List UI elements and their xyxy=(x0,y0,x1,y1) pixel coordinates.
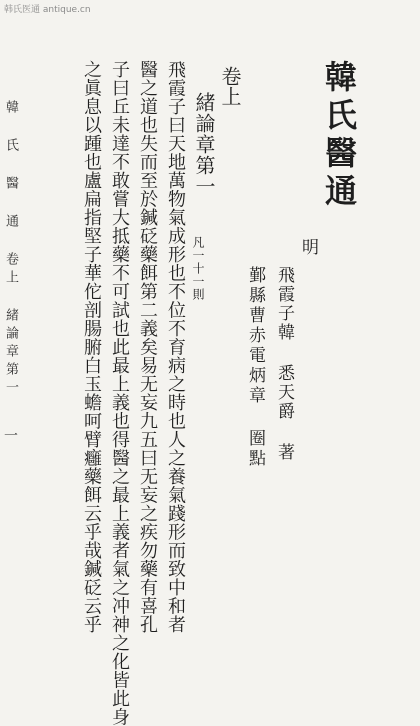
book-title: 韓氏醫通 xyxy=(320,60,358,212)
body-text-line: 之眞息以踵也盧扁指堅子華佗剖腸腑白玉蟾呵臂癰藥餌云乎哉鍼砭云乎 xyxy=(81,60,102,634)
chapter-item-count: 凡一十一則 xyxy=(191,236,205,301)
leaf-number: 一 xyxy=(2,428,18,442)
scan-watermark: 韩氏医通 antique.cn xyxy=(4,5,91,15)
body-text-line: 飛霞子曰天地萬物氣成形也不位不育病之時也人之養氣踐形而致中和者 xyxy=(165,60,186,634)
page-margin-label: 韓 氏 醫 通 卷上 緒論章第一 xyxy=(3,100,18,398)
author-credit: 飛霞子韓 悉天爵 著 xyxy=(274,266,294,462)
body-text-line: 醫之道也失而至於鍼砭藥餌第二義矣易无妄九五曰无妄之疾勿藥有喜孔 xyxy=(137,60,158,634)
volume-label: 卷上 xyxy=(218,66,242,106)
body-text-line: 子曰丘未達不敢嘗大抵藥不可試也此最上義也得醫之最上義者氣之冲神之化皆此身 xyxy=(109,60,130,726)
chapter-heading: 緒論章第一 xyxy=(192,92,216,197)
editor-credit: 鄞縣曹赤電炳章 圈點 xyxy=(245,266,265,469)
dynasty-label: 明 xyxy=(298,238,318,255)
